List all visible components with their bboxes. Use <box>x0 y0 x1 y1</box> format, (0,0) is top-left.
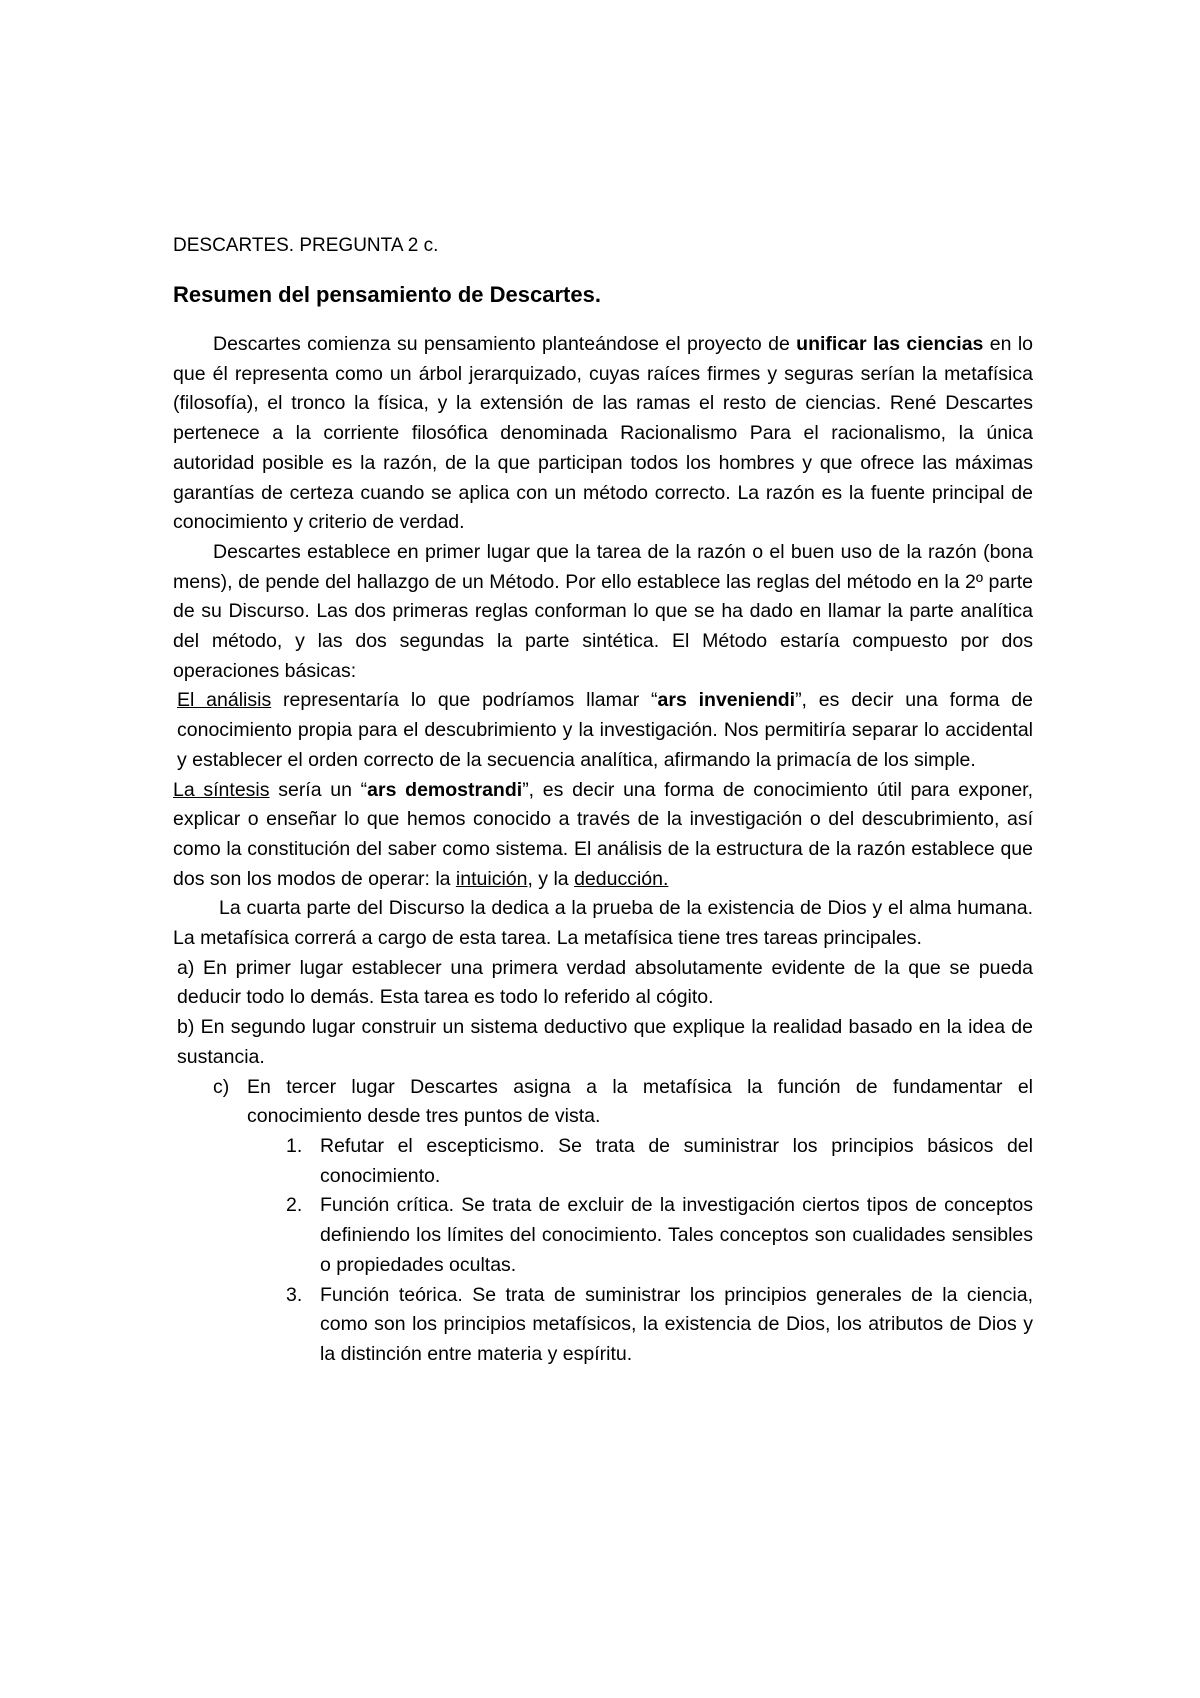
p4-text-d: ”, es decir una forma de conocimiento útil para exponer, explicar o enseñar lo que hemos conocido a través de la investigación o del descubrimiento, así como la constitución del saber como sistema. El análisis de la estructura de la razón establece que dos son los modos de operar: la <box>173 778 1034 890</box>
paragraph-1 <box>173 330 1033 538</box>
document-title: Resumen del pensamiento de Descartes. <box>173 282 601 307</box>
p3-text-b: representaría lo que podríamos llamar “ <box>271 689 658 712</box>
sintesis-term: La síntesis <box>173 778 270 801</box>
analisis-term: El análisis <box>177 689 272 712</box>
paragraph-analisis <box>173 686 1033 775</box>
list-item-c-text: En tercer lugar Descartes asigna a la metafísica la función de fundamentar el conocimiento desde tres puntos de vista. <box>247 1075 1033 1128</box>
document-heading: DESCARTES. PREGUNTA 2 c. <box>173 235 439 256</box>
intuicion-term: intuición <box>455 867 528 890</box>
p3-text-d: ”, es decir una forma de conocimiento propia para el descubrimiento y la investigación. Nos permitiría separar lo accidental y establecer el orden correcto de la secuencia analítica, afirmando la primacía de los simple. <box>177 689 1033 771</box>
list-item-a: a) En primer lugar establecer una primera verdad absolutamente evidente de la que se pueda deducir todo lo demás. Esta tarea es todo lo referido al cógito. <box>177 956 1033 1009</box>
p1-text-a: Descartes comienza su pensamiento planteándose el proyecto de <box>213 333 797 355</box>
p4-text-b: sería un “ <box>269 778 368 801</box>
numbered-item-2-text: Función crítica. Se trata de excluir de la investigación ciertos tipos de conceptos definiendo los límites del conocimiento. Tales conceptos son cualidades sensibles o propiedades ocultas. <box>320 1194 1033 1276</box>
numbered-item-1-marker: 1. <box>286 1134 303 1157</box>
ars-demostrandi-term: ars demostrandi <box>367 778 523 801</box>
paragraph-sintesis <box>173 776 1033 895</box>
numbered-item-3-marker: 3. <box>286 1283 303 1306</box>
numbered-item-2-marker: 2. <box>286 1194 303 1217</box>
paragraph-5: La cuarta parte del Discurso la dedica a la prueba de la existencia de Dios y el alma humana. La metafísica correrá a cargo de esta tarea. La metafísica tiene tres tareas principales. <box>173 897 1033 950</box>
list-item-c-marker: c) <box>213 1075 230 1098</box>
list-item-b: b) En segundo lugar construir un sistema deductivo que explique la realidad basado en la idea de sustancia. <box>177 1016 1033 1068</box>
numbered-item-3 <box>173 1281 1033 1370</box>
numbered-item-1-text: Refutar el escepticismo. Se trata de suministrar los principios básicos del conocimiento. <box>320 1134 1033 1187</box>
ars-inveniendi-term: ars inveniendi <box>657 689 796 712</box>
numbered-item-2 <box>173 1191 1033 1280</box>
p1-bold-term: unificar las ciencias <box>796 333 984 355</box>
list-item-c <box>173 1073 1033 1132</box>
numbered-item-1 <box>173 1132 1033 1191</box>
document-body <box>173 330 1033 1370</box>
deduccion-term: deducción. <box>574 867 669 890</box>
p4-text-f: , y la <box>527 867 575 890</box>
paragraph-2: Descartes establece en primer lugar que la tarea de la razón o el buen uso de la razón (bona mens), de pende del hallazgo de un Método. Por ello establece las reglas del método en la 2º parte de su Discurso. Las dos primeras reglas conforman lo que se ha dado en llamar la parte analítica del método, y las dos segundas la parte sintética. El Método estaría compuesto por dos operaciones básicas: <box>173 540 1033 682</box>
p1-text-c: en lo que él representa como un árbol jerarquizado, cuyas raíces firmes y seguras serían la metafísica (filosofía), el tronco la física, y la extensión de las ramas el resto de ciencias. René Descartes pertenece a la corriente filosófica denominada Racionalismo Para el racionalismo, la única autoridad posible es la razón, de la que participan todos los hombres y que ofrece las máximas garantías de certeza cuando se aplica con un método correcto. La razón es la fuente principal de conocimiento y criterio de verdad. <box>173 333 1033 534</box>
numbered-item-3-text: Función teórica. Se trata de suministrar los principios generales de la ciencia, como son los principios metafísicos, la existencia de Dios, los atributos de Dios y la distinción entre materia y espíritu. <box>320 1283 1033 1365</box>
